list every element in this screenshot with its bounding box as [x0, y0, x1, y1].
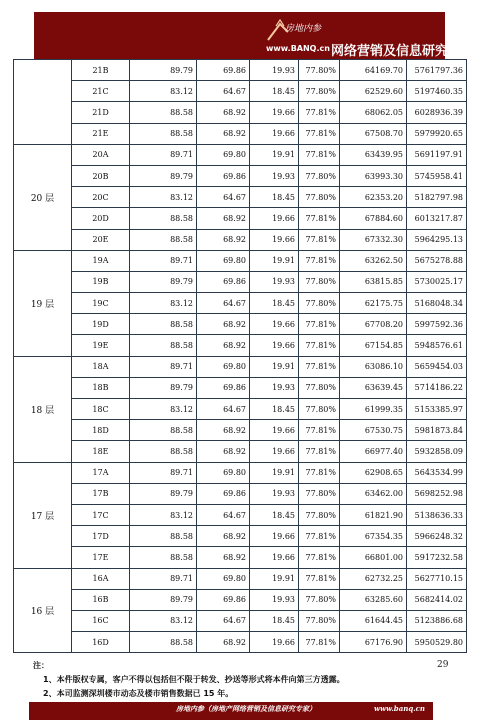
total-price-cell: 5123886.68	[407, 610, 467, 631]
table-row	[14, 165, 467, 186]
table-row	[14, 144, 467, 165]
shared-area-cell: 18.45	[250, 504, 299, 525]
shared-area-cell: 19.66	[250, 102, 299, 123]
total-price-cell: 5730025.17	[407, 271, 467, 292]
unit-id-cell: 21B	[72, 60, 130, 81]
total-price-cell: 5627710.15	[407, 568, 467, 589]
inner-area-cell: 64.67	[197, 399, 250, 420]
usage-rate-cell: 77.81%	[299, 356, 340, 377]
building-area-cell: 89.71	[130, 568, 197, 589]
inner-area-cell: 64.67	[197, 293, 250, 314]
shared-area-cell: 19.93	[250, 165, 299, 186]
total-price-cell: 5917232.58	[407, 547, 467, 568]
unit-id-cell: 16A	[72, 568, 130, 589]
unit-price-cell: 63993.30	[340, 165, 407, 186]
usage-rate-cell: 77.81%	[299, 462, 340, 483]
table-row	[14, 271, 467, 292]
notes-title: 注：	[33, 661, 49, 670]
floor-label: 17 层	[14, 462, 72, 568]
total-price-cell: 5981873.84	[407, 420, 467, 441]
building-area-cell: 88.58	[130, 208, 197, 229]
unit-price-cell: 63815.85	[340, 271, 407, 292]
building-area-cell: 89.71	[130, 250, 197, 271]
sales-table	[13, 59, 467, 653]
usage-rate-cell: 77.81%	[299, 250, 340, 271]
unit-price-cell: 67530.75	[340, 420, 407, 441]
inner-area-cell: 68.92	[197, 102, 250, 123]
usage-rate-cell: 77.80%	[299, 187, 340, 208]
shared-area-cell: 19.91	[250, 568, 299, 589]
unit-price-cell: 64169.70	[340, 60, 407, 81]
footer-url[interactable]: www.banq.cn	[374, 704, 426, 713]
total-price-cell: 5964295.13	[407, 229, 467, 250]
shared-area-cell: 19.93	[250, 377, 299, 398]
shared-area-cell: 19.66	[250, 208, 299, 229]
total-price-cell: 5153385.97	[407, 399, 467, 420]
usage-rate-cell: 77.81%	[299, 314, 340, 335]
usage-rate-cell: 77.81%	[299, 102, 340, 123]
table-row	[14, 250, 467, 271]
unit-price-cell: 68062.05	[340, 102, 407, 123]
usage-rate-cell: 77.81%	[299, 632, 340, 653]
usage-rate-cell: 77.81%	[299, 208, 340, 229]
usage-rate-cell: 77.81%	[299, 420, 340, 441]
building-area-cell: 89.71	[130, 462, 197, 483]
inner-area-cell: 68.92	[197, 632, 250, 653]
unit-price-cell: 66801.00	[340, 547, 407, 568]
table-row	[14, 632, 467, 653]
unit-price-cell: 61821.90	[340, 504, 407, 525]
usage-rate-cell: 77.81%	[299, 441, 340, 462]
unit-id-cell: 16C	[72, 610, 130, 631]
unit-id-cell: 19E	[72, 335, 130, 356]
table-row	[14, 483, 467, 504]
usage-rate-cell: 77.80%	[299, 399, 340, 420]
inner-area-cell: 69.86	[197, 60, 250, 81]
inner-area-cell: 69.86	[197, 165, 250, 186]
unit-price-cell: 67354.35	[340, 526, 407, 547]
building-area-cell: 88.58	[130, 102, 197, 123]
floor-label: 19 层	[14, 250, 72, 356]
unit-price-cell: 63086.10	[340, 356, 407, 377]
brand-url[interactable]: www.BANQ.cn	[266, 44, 330, 53]
unit-price-cell: 61644.45	[340, 610, 407, 631]
total-price-cell: 5168048.34	[407, 293, 467, 314]
unit-price-cell: 67176.90	[340, 632, 407, 653]
unit-id-cell: 16D	[72, 632, 130, 653]
table-row	[14, 610, 467, 631]
table-row	[14, 81, 467, 102]
usage-rate-cell: 77.80%	[299, 610, 340, 631]
total-price-cell: 5966248.32	[407, 526, 467, 547]
shared-area-cell: 19.93	[250, 589, 299, 610]
usage-rate-cell: 77.80%	[299, 81, 340, 102]
unit-id-cell: 19A	[72, 250, 130, 271]
inner-area-cell: 68.92	[197, 335, 250, 356]
shared-area-cell: 19.91	[250, 250, 299, 271]
table-row	[14, 462, 467, 483]
building-area-cell: 89.79	[130, 483, 197, 504]
shared-area-cell: 19.91	[250, 462, 299, 483]
table-row	[14, 208, 467, 229]
total-price-cell: 5197460.35	[407, 81, 467, 102]
inner-area-cell: 68.92	[197, 229, 250, 250]
table-row	[14, 102, 467, 123]
shared-area-cell: 19.66	[250, 441, 299, 462]
unit-price-cell: 62353.20	[340, 187, 407, 208]
floor-label: 16 层	[14, 568, 72, 653]
building-area-cell: 89.79	[130, 271, 197, 292]
table-row	[14, 293, 467, 314]
floor-label	[14, 60, 72, 145]
shared-area-cell: 19.66	[250, 229, 299, 250]
inner-area-cell: 64.67	[197, 81, 250, 102]
unit-id-cell: 18B	[72, 377, 130, 398]
table-row	[14, 441, 467, 462]
shared-area-cell: 19.93	[250, 483, 299, 504]
inner-area-cell: 69.80	[197, 250, 250, 271]
usage-rate-cell: 77.81%	[299, 123, 340, 144]
unit-price-cell: 67708.20	[340, 314, 407, 335]
shared-area-cell: 19.66	[250, 547, 299, 568]
unit-id-cell: 21C	[72, 81, 130, 102]
total-price-cell: 5997592.36	[407, 314, 467, 335]
table-row	[14, 229, 467, 250]
table-row	[14, 589, 467, 610]
unit-price-cell: 62529.60	[340, 81, 407, 102]
total-price-cell: 5950529.80	[407, 632, 467, 653]
shared-area-cell: 18.45	[250, 81, 299, 102]
building-area-cell: 89.79	[130, 165, 197, 186]
unit-id-cell: 17C	[72, 504, 130, 525]
unit-price-cell: 67508.70	[340, 123, 407, 144]
inner-area-cell: 68.92	[197, 314, 250, 335]
building-area-cell: 88.58	[130, 314, 197, 335]
unit-price-cell: 63439.95	[340, 144, 407, 165]
building-area-cell: 83.12	[130, 399, 197, 420]
unit-id-cell: 20D	[72, 208, 130, 229]
footer-text: 房地内参（房地产网络营销及信息研究专家）	[176, 704, 316, 713]
usage-rate-cell: 77.80%	[299, 60, 340, 81]
usage-rate-cell: 77.81%	[299, 547, 340, 568]
table-row	[14, 504, 467, 525]
shared-area-cell: 18.45	[250, 610, 299, 631]
unit-id-cell: 17B	[72, 483, 130, 504]
usage-rate-cell: 77.80%	[299, 504, 340, 525]
usage-rate-cell: 77.80%	[299, 589, 340, 610]
shared-area-cell: 19.66	[250, 632, 299, 653]
unit-id-cell: 17A	[72, 462, 130, 483]
unit-price-cell: 63462.00	[340, 483, 407, 504]
building-area-cell: 88.58	[130, 420, 197, 441]
inner-area-cell: 68.92	[197, 441, 250, 462]
table-row	[14, 314, 467, 335]
shared-area-cell: 19.91	[250, 144, 299, 165]
unit-price-cell: 63639.45	[340, 377, 407, 398]
table-row	[14, 377, 467, 398]
note-line-2: 2、本司监测深圳楼市动态及楼市销售数据已 15 年。	[43, 689, 234, 698]
total-price-cell: 5698252.98	[407, 483, 467, 504]
unit-price-cell: 63262.50	[340, 250, 407, 271]
unit-id-cell: 17D	[72, 526, 130, 547]
unit-id-cell: 20C	[72, 187, 130, 208]
table-row	[14, 420, 467, 441]
inner-area-cell: 64.67	[197, 504, 250, 525]
unit-id-cell: 17E	[72, 547, 130, 568]
inner-area-cell: 68.92	[197, 547, 250, 568]
shared-area-cell: 19.66	[250, 123, 299, 144]
inner-area-cell: 68.92	[197, 123, 250, 144]
building-area-cell: 88.58	[130, 335, 197, 356]
unit-id-cell: 18D	[72, 420, 130, 441]
unit-price-cell: 62175.75	[340, 293, 407, 314]
unit-price-cell: 63285.60	[340, 589, 407, 610]
shared-area-cell: 19.66	[250, 314, 299, 335]
note-line-1: 1、本件版权专属，客户不得以包括但不限于转发、抄送等形式将本件向第三方透露。	[43, 675, 345, 684]
table-row	[14, 123, 467, 144]
unit-price-cell: 66977.40	[340, 441, 407, 462]
total-price-cell: 5714186.22	[407, 377, 467, 398]
page-number: 29	[437, 660, 449, 670]
total-price-cell: 6013217.87	[407, 208, 467, 229]
unit-price-cell: 67154.85	[340, 335, 407, 356]
unit-id-cell: 19D	[72, 314, 130, 335]
building-area-cell: 88.58	[130, 229, 197, 250]
usage-rate-cell: 77.81%	[299, 568, 340, 589]
shared-area-cell: 19.66	[250, 335, 299, 356]
unit-id-cell: 20B	[72, 165, 130, 186]
total-price-cell: 5659454.03	[407, 356, 467, 377]
unit-id-cell: 20A	[72, 144, 130, 165]
building-area-cell: 89.79	[130, 377, 197, 398]
table-row	[14, 399, 467, 420]
table-row	[14, 187, 467, 208]
building-area-cell: 83.12	[130, 504, 197, 525]
unit-id-cell: 20E	[72, 229, 130, 250]
unit-price-cell: 67884.60	[340, 208, 407, 229]
shared-area-cell: 18.45	[250, 293, 299, 314]
total-price-cell: 5932858.09	[407, 441, 467, 462]
unit-id-cell: 19B	[72, 271, 130, 292]
shared-area-cell: 19.66	[250, 420, 299, 441]
shared-area-cell: 19.93	[250, 271, 299, 292]
total-price-cell: 5675278.88	[407, 250, 467, 271]
usage-rate-cell: 77.80%	[299, 483, 340, 504]
shared-area-cell: 18.45	[250, 399, 299, 420]
building-area-cell: 88.58	[130, 632, 197, 653]
logo-text: 房地内参	[285, 24, 322, 34]
unit-id-cell: 21E	[72, 123, 130, 144]
inner-area-cell: 68.92	[197, 208, 250, 229]
unit-price-cell: 62908.65	[340, 462, 407, 483]
building-area-cell: 83.12	[130, 187, 197, 208]
shared-area-cell: 19.93	[250, 60, 299, 81]
usage-rate-cell: 77.81%	[299, 229, 340, 250]
building-area-cell: 88.58	[130, 123, 197, 144]
brand-logo	[266, 18, 322, 44]
usage-rate-cell: 77.81%	[299, 526, 340, 547]
table-row	[14, 547, 467, 568]
total-price-cell: 5682414.02	[407, 589, 467, 610]
unit-id-cell: 18A	[72, 356, 130, 377]
total-price-cell: 6028936.39	[407, 102, 467, 123]
inner-area-cell: 69.86	[197, 271, 250, 292]
unit-price-cell: 61999.35	[340, 399, 407, 420]
unit-price-cell: 67332.30	[340, 229, 407, 250]
shared-area-cell: 19.66	[250, 526, 299, 547]
building-area-cell: 88.58	[130, 526, 197, 547]
unit-id-cell: 21D	[72, 102, 130, 123]
brand-title: 网络营销及信息研究专家	[331, 44, 475, 59]
table-row	[14, 335, 467, 356]
unit-id-cell: 18C	[72, 399, 130, 420]
inner-area-cell: 68.92	[197, 420, 250, 441]
building-area-cell: 89.71	[130, 356, 197, 377]
total-price-cell: 5138636.33	[407, 504, 467, 525]
usage-rate-cell: 77.81%	[299, 144, 340, 165]
building-area-cell: 88.58	[130, 547, 197, 568]
usage-rate-cell: 77.80%	[299, 271, 340, 292]
building-area-cell: 83.12	[130, 81, 197, 102]
inner-area-cell: 69.80	[197, 568, 250, 589]
total-price-cell: 5745958.41	[407, 165, 467, 186]
building-area-cell: 89.79	[130, 589, 197, 610]
unit-id-cell: 19C	[72, 293, 130, 314]
inner-area-cell: 69.80	[197, 356, 250, 377]
table-row	[14, 526, 467, 547]
building-area-cell: 88.58	[130, 441, 197, 462]
total-price-cell: 5691197.91	[407, 144, 467, 165]
total-price-cell: 5643534.99	[407, 462, 467, 483]
building-area-cell: 83.12	[130, 610, 197, 631]
building-area-cell: 89.71	[130, 144, 197, 165]
inner-area-cell: 68.92	[197, 526, 250, 547]
total-price-cell: 5761797.36	[407, 60, 467, 81]
unit-price-cell: 62732.25	[340, 568, 407, 589]
inner-area-cell: 64.67	[197, 610, 250, 631]
total-price-cell: 5948576.61	[407, 335, 467, 356]
table-row	[14, 356, 467, 377]
table-row	[14, 60, 467, 81]
floor-label: 20 层	[14, 144, 72, 250]
usage-rate-cell: 77.80%	[299, 293, 340, 314]
inner-area-cell: 69.86	[197, 483, 250, 504]
inner-area-cell: 64.67	[197, 187, 250, 208]
table-row	[14, 568, 467, 589]
building-area-cell: 83.12	[130, 293, 197, 314]
shared-area-cell: 19.91	[250, 356, 299, 377]
building-area-cell: 89.79	[130, 60, 197, 81]
inner-area-cell: 69.80	[197, 462, 250, 483]
total-price-cell: 5979920.65	[407, 123, 467, 144]
usage-rate-cell: 77.80%	[299, 165, 340, 186]
total-price-cell: 5182797.98	[407, 187, 467, 208]
unit-id-cell: 16B	[72, 589, 130, 610]
inner-area-cell: 69.86	[197, 589, 250, 610]
shared-area-cell: 18.45	[250, 187, 299, 208]
usage-rate-cell: 77.81%	[299, 335, 340, 356]
unit-id-cell: 18E	[72, 441, 130, 462]
floor-label: 18 层	[14, 356, 72, 462]
inner-area-cell: 69.86	[197, 377, 250, 398]
inner-area-cell: 69.80	[197, 144, 250, 165]
usage-rate-cell: 77.80%	[299, 377, 340, 398]
